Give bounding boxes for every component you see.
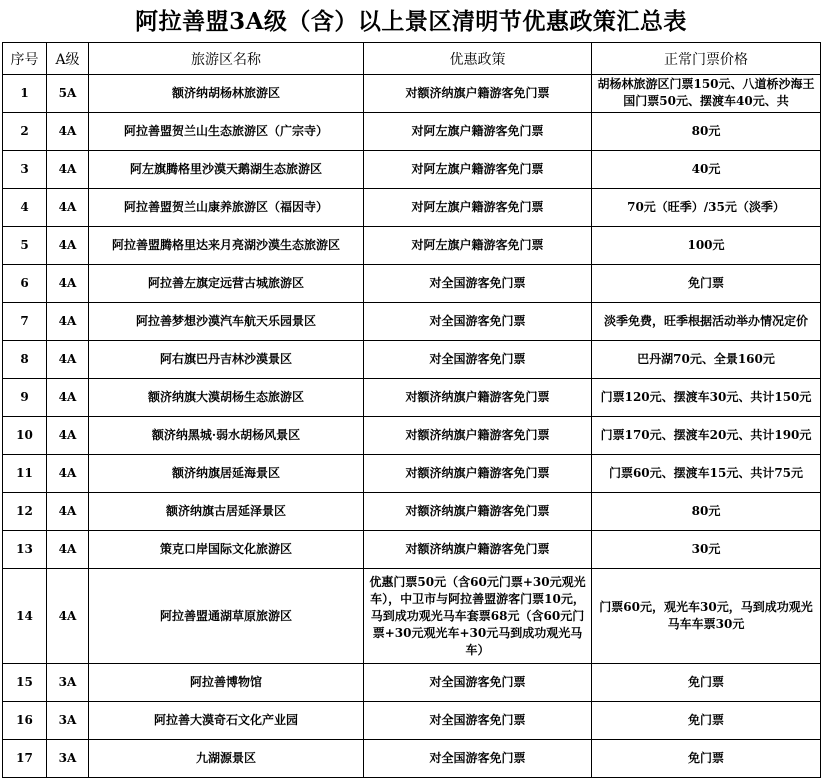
cell-no: 14 [3,569,47,664]
table-row [3,151,821,189]
cell-no: 7 [3,303,47,341]
cell-policy: 对额济纳旗户籍游客免门票 [364,417,592,455]
cell-price: 70元（旺季）/35元（淡季） [592,189,821,227]
cell-policy: 对额济纳旗户籍游客免门票 [364,531,592,569]
cell-name: 阿拉善梦想沙漠汽车航天乐园景区 [89,303,364,341]
cell-name: 阿右旗巴丹吉林沙漠景区 [89,341,364,379]
header-row [3,43,821,75]
cell-policy: 对阿左旗户籍游客免门票 [364,189,592,227]
cell-no: 8 [3,341,47,379]
cell-name: 阿拉善盟通湖草原旅游区 [89,569,364,664]
cell-price: 免门票 [592,702,821,740]
cell-no: 5 [3,227,47,265]
cell-policy: 对全国游客免门票 [364,740,592,778]
cell-level: 4A [47,265,89,303]
page-title: 阿拉善盟3A级（含）以上景区清明节优惠政策汇总表 [135,8,687,35]
cell-price: 80元 [592,113,821,151]
header-name: 旅游区名称 [89,43,364,75]
cell-no: 1 [3,75,47,113]
cell-level: 4A [47,493,89,531]
cell-name: 额济纳旗古居延泽景区 [89,493,364,531]
table-row [3,379,821,417]
cell-name: 阿左旗腾格里沙漠天鹅湖生态旅游区 [89,151,364,189]
cell-name: 阿拉善盟贺兰山生态旅游区（广宗寺） [89,113,364,151]
cell-level: 3A [47,702,89,740]
cell-no: 11 [3,455,47,493]
cell-name: 九湖源景区 [89,740,364,778]
table-row [3,227,821,265]
cell-name: 阿拉善左旗定远营古城旅游区 [89,265,364,303]
cell-level: 4A [47,113,89,151]
header-no: 序号 [3,43,47,75]
cell-policy: 对额济纳旗户籍游客免门票 [364,75,592,113]
header-price: 正常门票价格 [592,43,821,75]
table-row [3,664,821,702]
cell-price: 40元 [592,151,821,189]
cell-price [592,75,821,113]
table-row [3,493,821,531]
cell-name: 额济纳旗居延海景区 [89,455,364,493]
table-row [3,569,821,664]
cell-policy: 优惠门票50元（含60元门票+30元观光车），中卫市与阿拉善盟游客门票10元，马到成功观光马车套票68元（含60元门票+30元观光车+30元马到成功观光马车） [364,569,592,664]
cell-no: 6 [3,265,47,303]
cell-level: 4A [47,303,89,341]
cell-name: 额济纳旗大漠胡杨生态旅游区 [89,379,364,417]
cell-policy: 对全国游客免门票 [364,341,592,379]
cell-no: 12 [3,493,47,531]
table-row [3,75,821,113]
cell-price: 淡季免费，旺季根据活动举办情况定价 [592,303,821,341]
cell-price: 30元 [592,531,821,569]
cell-level: 4A [47,531,89,569]
cell-level: 3A [47,740,89,778]
cell-price: 巴丹湖70元、全景160元 [592,341,821,379]
table-row [3,303,821,341]
cell-policy: 对阿左旗户籍游客免门票 [364,227,592,265]
cell-level: 4A [47,227,89,265]
cell-name: 阿拉善博物馆 [89,664,364,702]
cell-name: 额济纳黑城·弱水胡杨风景区 [89,417,364,455]
cell-policy: 对额济纳旗户籍游客免门票 [364,493,592,531]
cell-policy: 对全国游客免门票 [364,664,592,702]
cell-level: 4A [47,417,89,455]
table-row [3,531,821,569]
cell-price-text: 胡杨林旅游区门票150元、八道桥沙海王国门票50元、摆渡车40元、共 [597,76,815,108]
cell-policy: 对全国游客免门票 [364,265,592,303]
cell-name: 策克口岸国际文化旅游区 [89,531,364,569]
cell-no: 4 [3,189,47,227]
table-row [3,265,821,303]
policy-table [2,42,821,778]
cell-price: 免门票 [592,740,821,778]
table-row [3,740,821,778]
cell-no: 10 [3,417,47,455]
table-row [3,341,821,379]
cell-price: 免门票 [592,265,821,303]
cell-level: 4A [47,341,89,379]
cell-name: 阿拉善盟腾格里达来月亮湖沙漠生态旅游区 [89,227,364,265]
cell-level: 4A [47,569,89,664]
cell-policy: 对阿左旗户籍游客免门票 [364,113,592,151]
cell-no: 9 [3,379,47,417]
cell-policy: 对额济纳旗户籍游客免门票 [364,455,592,493]
cell-level: 4A [47,151,89,189]
table-row [3,417,821,455]
cell-policy: 对全国游客免门票 [364,702,592,740]
cell-name: 阿拉善盟贺兰山康养旅游区（福因寺） [89,189,364,227]
cell-level: 4A [47,189,89,227]
header-policy: 优惠政策 [364,43,592,75]
cell-level: 5A [47,75,89,113]
cell-no: 15 [3,664,47,702]
cell-price: 100元 [592,227,821,265]
cell-no: 2 [3,113,47,151]
cell-no: 13 [3,531,47,569]
cell-level: 4A [47,455,89,493]
cell-level: 3A [47,664,89,702]
cell-price: 门票170元、摆渡车20元、共计190元 [592,417,821,455]
cell-price: 门票60元、摆渡车15元、共计75元 [592,455,821,493]
cell-price: 门票120元、摆渡车30元、共计150元 [592,379,821,417]
header-level: A级 [47,43,89,75]
cell-price: 门票60元，观光车30元，马到成功观光马车车票30元 [592,569,821,664]
cell-price: 免门票 [592,664,821,702]
cell-policy: 对额济纳旗户籍游客免门票 [364,379,592,417]
cell-no: 17 [3,740,47,778]
cell-policy: 对阿左旗户籍游客免门票 [364,151,592,189]
cell-price: 80元 [592,493,821,531]
cell-name: 阿拉善大漠奇石文化产业园 [89,702,364,740]
cell-policy: 对全国游客免门票 [364,303,592,341]
cell-no: 3 [3,151,47,189]
table-row [3,455,821,493]
cell-no: 16 [3,702,47,740]
cell-level: 4A [47,379,89,417]
table-row [3,113,821,151]
table-row [3,702,821,740]
table-row [3,189,821,227]
cell-name: 额济纳胡杨林旅游区 [89,75,364,113]
